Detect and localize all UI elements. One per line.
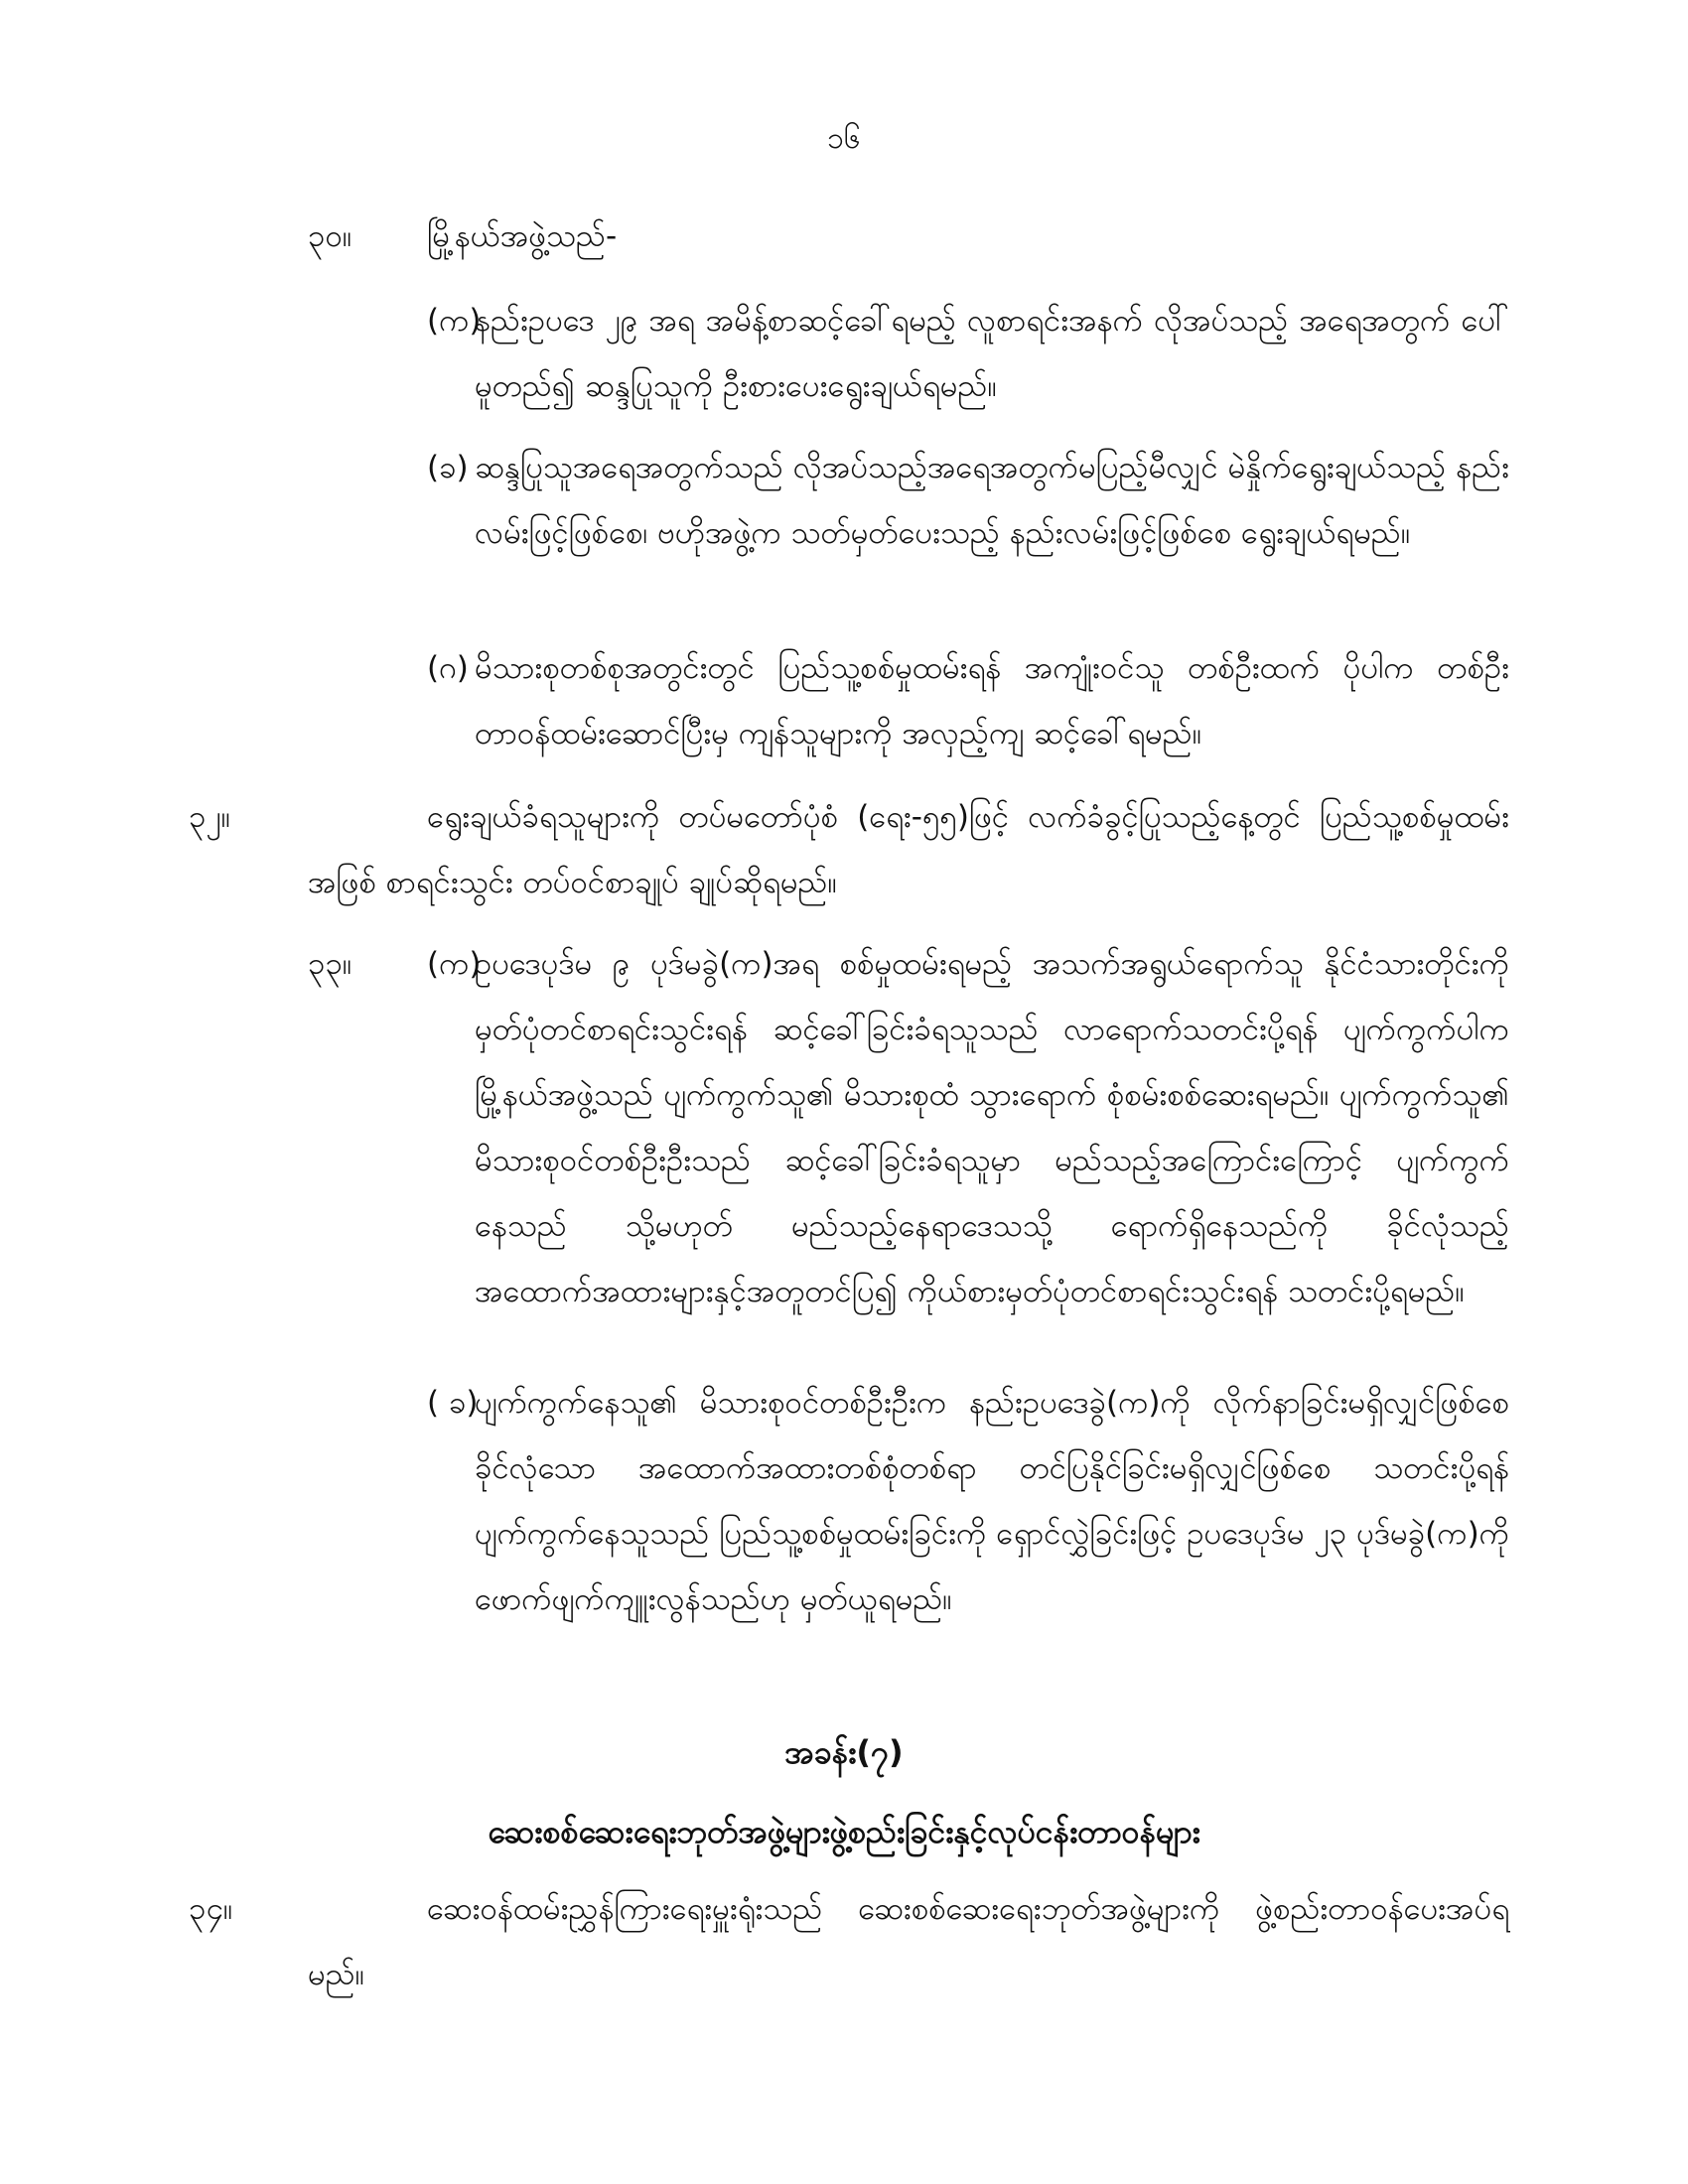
section-32-text <box>189 784 1509 915</box>
section-34-text <box>189 1876 1509 2007</box>
chapter-subtitle: ဆေးစစ်ဆေးရေးဘုတ်အဖွဲ့များဖွဲ့စည်းခြင်းနှင့်လုပ်ငန်းတာဝန်များ <box>488 1813 1200 1850</box>
sub-clause-text: ဆန္ဒပြုသူအရေအတွက်သည် လိုအပ်သည့်အရေအတွက်မပြည့်မီလျှင် မဲနှိုက်ရွေးချယ်သည့် နည်းလမ်းဖြင့်ဖြစ်စေ၊ ဗဟိုအဖွဲ့က သတ်မှတ်ပေးသည့် နည်းလမ်းဖြင့်ဖြစ်စေ ရွေးချယ်ရမည်။ <box>475 450 1509 551</box>
sub-clause-label: (ဂ) <box>427 650 469 686</box>
section-body: ရွေးချယ်ခံရသူများကို တပ်မတော်ပုံစံ (ရေး-၅၅)ဖြင့် လက်ခံခွင့်ပြုသည့်နေ့တွင် ပြည်သူ့စစ်မှုထမ်းအဖြစ် စာရင်းသွင်း တပ်ဝင်စာချုပ် ချုပ်ဆိုရမည်။ <box>308 799 1509 900</box>
sub-clause-label: (က) <box>427 946 482 982</box>
section-body: ဆေးဝန်ထမ်းညွှန်ကြားရေးမှူးရုံးသည် ဆေးစစ်ဆေးရေးဘုတ်အဖွဲ့များကို ဖွဲ့စည်းတာဝန်ပေးအပ်ရမည်။ <box>308 1891 1509 1992</box>
sub-clause-text: ဥပဒေပုဒ်မ ၉ ပုဒ်မခွဲ(က)အရ စစ်မှုထမ်းရမည့် အသက်အရွယ်ရောက်သူ နိုင်ငံသားတိုင်းကို မှတ်ပုံတင်စာရင်းသွင်းရန် ဆင့်ခေါ်ခြင်းခံရသူသည် လာရောက်သတင်းပို့ရန် ပျက်ကွက်ပါက မြို့နယ်အဖွဲ့သည် ပျက်ကွက်သူ၏ မိသားစုထံ သွားရောက် စုံစမ်းစစ်ဆေးရမည်။ ပျက်ကွက်သူ၏ မိသားစုဝင်တစ်ဦးဦးသည် ဆင့်ခေါ်ခြင်းခံရသူမှာ မည်သည့်အကြောင်းကြောင့် ပျက်ကွက်နေသည် သို့မဟုတ် မည်သည့်နေရာဒေသသို့ ရောက်ရှိနေသည်ကို ခိုင်လုံသည့်အထောက်အထားများနှင့်အတူတင်ပြ၍ ကိုယ်စားမှတ်ပုံတင်စာရင်းသွင်းရန် သတင်းပို့ရမည်။ <box>475 946 1509 1309</box>
section-number: ၃၄။ <box>189 1891 233 1927</box>
page-number: ၁၆ <box>827 121 861 156</box>
section-number: ၃၂။ <box>189 799 231 835</box>
section-number: ၃၃။ <box>308 946 352 982</box>
section-intro: မြို့နယ်အဖွဲ့သည်- <box>427 218 618 254</box>
sub-clause-text: နည်းဥပဒေ ၂၉ အရ အမိန့်စာဆင့်ခေါ်ရမည့် လူစာရင်းအနက် လိုအပ်သည့် အရေအတွက် ပေါ်မူတည်၍ ဆန္ဒပြုသူကို ဦးစားပေးရွေးချယ်ရမည်။ <box>475 303 1509 404</box>
sub-clause-text: ပျက်ကွက်နေသူ၏ မိသားစုဝင်တစ်ဦးဦးက နည်းဥပဒေခွဲ(က)ကို လိုက်နာခြင်းမရှိလျှင်ဖြစ်စေ ခိုင်လုံသော အထောက်အထားတစ်စုံတစ်ရာ တင်ပြနိုင်ခြင်းမရှိလျှင်ဖြစ်စေ သတင်းပို့ရန် ပျက်ကွက်နေသူသည် ပြည်သူ့စစ်မှုထမ်းခြင်းကို ရှောင်လွှဲခြင်းဖြင့် ဥပဒေပုဒ်မ ၂၃ ပုဒ်မခွဲ(က)ကို ဖောက်ဖျက်ကျူးလွန်သည်ဟု မှတ်ယူရမည်။ <box>475 1385 1509 1617</box>
chapter-title: အခန်း(၇) <box>784 1733 904 1771</box>
sub-clause-label: (က) <box>427 303 482 339</box>
section-number: ၃၀။ <box>308 218 352 254</box>
sub-clause-text: မိသားစုတစ်စုအတွင်းတွင် ပြည်သူ့စစ်မှုထမ်းရန် အကျုံးဝင်သူ တစ်ဦးထက် ပိုပါက တစ်ဦးတာဝန်ထမ်းဆောင်ပြီးမှ ကျန်သူများကို အလှည့်ကျ ဆင့်ခေါ်ရမည်။ <box>475 650 1509 751</box>
sub-clause-label: ( ခ) <box>427 1385 479 1421</box>
sub-clause-label: (ခ) <box>427 450 469 485</box>
